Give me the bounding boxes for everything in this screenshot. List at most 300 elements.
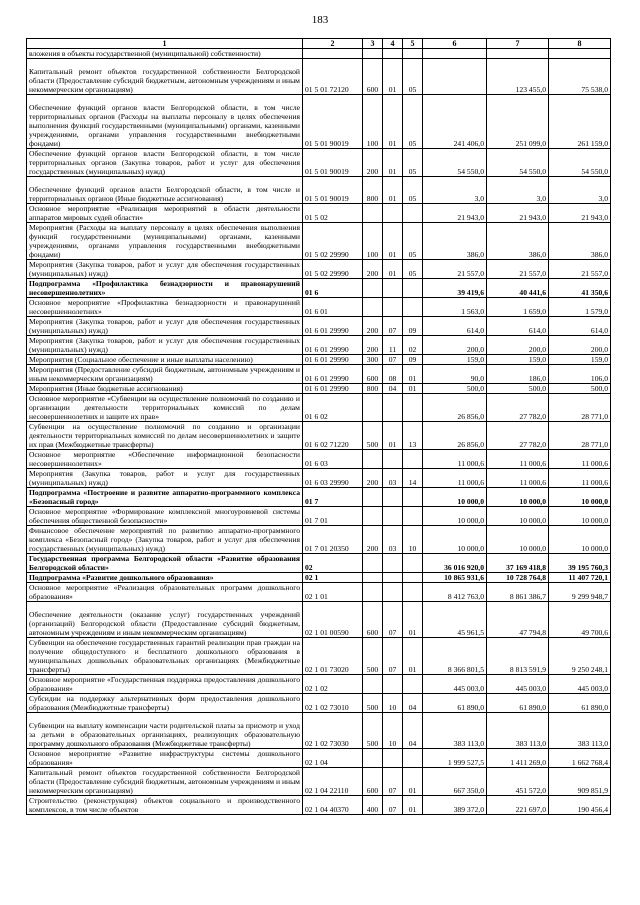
row-section: 01 bbox=[383, 260, 403, 279]
row-sum-year-1: 1 563,0 bbox=[423, 298, 487, 317]
header-col-3: 3 bbox=[363, 39, 383, 49]
row-code: 02 1 04 40370 bbox=[303, 796, 363, 815]
row-sum-year-3: 445 003,0 bbox=[549, 675, 611, 694]
row-section bbox=[383, 279, 403, 298]
row-expense-type bbox=[363, 507, 383, 526]
row-sum-year-3: 21 943,0 bbox=[549, 204, 611, 223]
row-subsection: 09 bbox=[403, 355, 423, 365]
row-expense-type: 200 bbox=[363, 317, 383, 336]
row-expense-type bbox=[363, 49, 383, 59]
row-sum-year-2: 21 557,0 bbox=[487, 260, 549, 279]
row-sum-year-2: 200,0 bbox=[487, 336, 549, 355]
row-section bbox=[383, 298, 403, 317]
row-name: Основное мероприятие «Реализация мероприятий в области деятельности аппаратов мировых судей области» bbox=[27, 204, 303, 223]
row-subsection: 09 bbox=[403, 317, 423, 336]
header-col-7: 7 bbox=[487, 39, 549, 49]
row-sum-year-1: 10 000,0 bbox=[423, 488, 487, 507]
row-section: 07 bbox=[383, 796, 403, 815]
row-sum-year-3: 21 557,0 bbox=[549, 260, 611, 279]
row-sum-year-2: 8 813 591,9 bbox=[487, 638, 549, 675]
row-code: 01 6 01 29990 bbox=[303, 365, 363, 384]
row-sum-year-3: 11 407 720,1 bbox=[549, 573, 611, 583]
row-section: 03 bbox=[383, 469, 403, 488]
row-sum-year-1: 1 999 527,5 bbox=[423, 749, 487, 768]
row-subsection bbox=[403, 583, 423, 602]
row-name: Основное мероприятие «Реализация образовательных программ дошкольного образования» bbox=[27, 583, 303, 602]
row-subsection bbox=[403, 394, 423, 422]
row-code: 01 6 01 bbox=[303, 298, 363, 317]
row-sum-year-1: 389 372,0 bbox=[423, 796, 487, 815]
row-name: Мероприятия (Социальное обеспечение и иные выплаты населению) bbox=[27, 355, 303, 365]
row-sum-year-2: 10 000,0 bbox=[487, 526, 549, 554]
row-expense-type bbox=[363, 488, 383, 507]
row-subsection: 05 bbox=[403, 149, 423, 177]
row-sum-year-1: 21 943,0 bbox=[423, 204, 487, 223]
row-section bbox=[383, 507, 403, 526]
row-name: Субвенции на обеспечение государственных гарантий реализации прав граждан на получение общедоступного и бесплатного дошкольного образования в муниципальных дошкольных образовательных организациях (Межбюджетные трансферты) bbox=[27, 638, 303, 675]
row-code: 01 6 02 71220 bbox=[303, 422, 363, 450]
row-sum-year-3: 75 538,0 bbox=[549, 59, 611, 95]
table-row bbox=[27, 749, 611, 768]
row-sum-year-1: 200,0 bbox=[423, 336, 487, 355]
row-sum-year-3 bbox=[549, 49, 611, 59]
row-sum-year-2: 383 113,0 bbox=[487, 713, 549, 749]
table-row bbox=[27, 204, 611, 223]
row-expense-type bbox=[363, 675, 383, 694]
row-subsection: 01 bbox=[403, 768, 423, 796]
row-sum-year-2: 10 000,0 bbox=[487, 507, 549, 526]
table-row bbox=[27, 583, 611, 602]
row-code bbox=[303, 49, 363, 59]
header-col-8: 8 bbox=[549, 39, 611, 49]
row-expense-type: 600 bbox=[363, 59, 383, 95]
row-name: вложения в объекты государственной (муниципальной) собственности) bbox=[27, 49, 303, 59]
row-code: 01 5 02 29990 bbox=[303, 223, 363, 260]
row-code: 01 6 01 29990 bbox=[303, 317, 363, 336]
row-expense-type: 200 bbox=[363, 260, 383, 279]
row-sum-year-2: 10 000,0 bbox=[487, 488, 549, 507]
table-row bbox=[27, 469, 611, 488]
row-sum-year-2: 11 000,6 bbox=[487, 469, 549, 488]
row-name: Мероприятия (Предоставление субсидий бюджетным, автономным учреждениям и иным некоммерческим организациям) bbox=[27, 365, 303, 384]
row-sum-year-2: 221 697,0 bbox=[487, 796, 549, 815]
row-expense-type: 100 bbox=[363, 95, 383, 149]
row-subsection: 05 bbox=[403, 59, 423, 95]
table-row bbox=[27, 384, 611, 394]
row-sum-year-3: 909 851,9 bbox=[549, 768, 611, 796]
header-col-4: 4 bbox=[383, 39, 403, 49]
row-name: Подпрограмма «Развитие дошкольного образования» bbox=[27, 573, 303, 583]
row-name: Основное мероприятие «Профилактика безнадзорности и правонарушений несовершеннолетних» bbox=[27, 298, 303, 317]
row-section: 08 bbox=[383, 365, 403, 384]
row-code: 01 5 01 90019 bbox=[303, 149, 363, 177]
row-sum-year-2: 159,0 bbox=[487, 355, 549, 365]
table-header-row bbox=[27, 39, 611, 49]
row-code: 02 1 02 73030 bbox=[303, 713, 363, 749]
row-expense-type bbox=[363, 279, 383, 298]
row-section bbox=[383, 573, 403, 583]
row-section: 03 bbox=[383, 526, 403, 554]
table-row bbox=[27, 59, 611, 95]
row-sum-year-3: 28 771,0 bbox=[549, 422, 611, 450]
row-sum-year-3: 10 000,0 bbox=[549, 488, 611, 507]
row-sum-year-3: 11 000,6 bbox=[549, 469, 611, 488]
row-expense-type bbox=[363, 573, 383, 583]
row-code: 01 6 03 29990 bbox=[303, 469, 363, 488]
row-subsection bbox=[403, 49, 423, 59]
row-sum-year-1: 241 406,0 bbox=[423, 95, 487, 149]
row-name: Основное мероприятие «Обеспечение информационной безопасности несовершеннолетних» bbox=[27, 450, 303, 469]
row-name: Мероприятия (Закупка товаров, работ и услуг для государственных (муниципальных) нужд) bbox=[27, 469, 303, 488]
row-name: Капитальный ремонт объектов государственной собственности Белгородской области (Предоставление субсидий бюджетным, автономным учреждениям и иным некоммерческим организациям) bbox=[27, 59, 303, 95]
row-subsection bbox=[403, 450, 423, 469]
table-row bbox=[27, 279, 611, 298]
row-sum-year-3: 3,0 bbox=[549, 177, 611, 204]
table-row bbox=[27, 95, 611, 149]
row-sum-year-1 bbox=[423, 59, 487, 95]
table-row bbox=[27, 602, 611, 638]
table-row bbox=[27, 336, 611, 355]
row-sum-year-1: 386,0 bbox=[423, 223, 487, 260]
row-section bbox=[383, 749, 403, 768]
row-subsection: 01 bbox=[403, 638, 423, 675]
table-row bbox=[27, 488, 611, 507]
row-sum-year-1: 90,0 bbox=[423, 365, 487, 384]
row-sum-year-2: 8 861 386,7 bbox=[487, 583, 549, 602]
row-sum-year-2: 386,0 bbox=[487, 223, 549, 260]
row-subsection: 05 bbox=[403, 260, 423, 279]
row-expense-type: 200 bbox=[363, 469, 383, 488]
row-code: 01 5 02 bbox=[303, 204, 363, 223]
row-name: Строительство (реконструкция) объектов социального и производственного комплексов, в том числе объектов bbox=[27, 796, 303, 815]
row-sum-year-1: 45 961,5 bbox=[423, 602, 487, 638]
row-section bbox=[383, 394, 403, 422]
row-sum-year-1: 11 000,6 bbox=[423, 450, 487, 469]
row-sum-year-3: 106,0 bbox=[549, 365, 611, 384]
row-sum-year-3: 261 159,0 bbox=[549, 95, 611, 149]
row-code: 01 7 01 20350 bbox=[303, 526, 363, 554]
row-expense-type: 600 bbox=[363, 768, 383, 796]
row-sum-year-3: 9 250 248,1 bbox=[549, 638, 611, 675]
row-name: Субвенции на выплату компенсации части родительской платы за присмотр и уход за детьми в образовательных организациях, реализующих образовательную программу дошкольного образования (Межбюджетные трансферты) bbox=[27, 713, 303, 749]
row-section: 04 bbox=[383, 384, 403, 394]
row-subsection bbox=[403, 675, 423, 694]
row-name: Основное мероприятие «Формирование комплексной многоуровневой системы обеспечения общественной безопасности» bbox=[27, 507, 303, 526]
row-code: 01 6 01 29990 bbox=[303, 355, 363, 365]
row-subsection bbox=[403, 204, 423, 223]
row-name: Субвенции на осуществление полномочий по созданию и организации деятельности территориальных комиссий по делам несовершеннолетних и защите их прав (Межбюджетные трансферты) bbox=[27, 422, 303, 450]
row-sum-year-2: 451 572,0 bbox=[487, 768, 549, 796]
header-col-5: 5 bbox=[403, 39, 423, 49]
row-expense-type bbox=[363, 749, 383, 768]
row-sum-year-2: 1 411 269,0 bbox=[487, 749, 549, 768]
row-section: 01 bbox=[383, 223, 403, 260]
row-subsection: 02 bbox=[403, 336, 423, 355]
row-sum-year-3: 500,0 bbox=[549, 384, 611, 394]
row-sum-year-2: 11 000,6 bbox=[487, 450, 549, 469]
row-section: 10 bbox=[383, 694, 403, 713]
row-section: 01 bbox=[383, 59, 403, 95]
row-sum-year-1: 26 856,0 bbox=[423, 394, 487, 422]
row-expense-type: 200 bbox=[363, 336, 383, 355]
row-name: Субсидии на поддержку альтернативных форм предоставления дошкольного образования (Межбюджетные трансферты) bbox=[27, 694, 303, 713]
row-name: Основное мероприятие «Государственная поддержка предоставления дошкольного образования» bbox=[27, 675, 303, 694]
header-col-2: 2 bbox=[303, 39, 363, 49]
row-sum-year-3: 9 299 948,7 bbox=[549, 583, 611, 602]
table-row bbox=[27, 298, 611, 317]
row-code: 01 7 01 bbox=[303, 507, 363, 526]
header-col-6: 6 bbox=[423, 39, 487, 49]
row-name: Мероприятия (Закупка товаров, работ и услуг для обеспечения государственных (муниципальных) нужд) bbox=[27, 336, 303, 355]
row-name: Мероприятия (Расходы на выплату персоналу в целях обеспечения выполнения функций государственными (муниципальными) органами, казенными учреждениями, органами управления государственными внебюджетными фондами) bbox=[27, 223, 303, 260]
row-expense-type: 200 bbox=[363, 149, 383, 177]
table-row bbox=[27, 638, 611, 675]
row-expense-type: 400 bbox=[363, 796, 383, 815]
row-code: 02 1 01 bbox=[303, 583, 363, 602]
row-section: 11 bbox=[383, 336, 403, 355]
page-number: 183 bbox=[311, 14, 329, 26]
table-row bbox=[27, 223, 611, 260]
row-sum-year-3: 41 350,6 bbox=[549, 279, 611, 298]
row-section: 07 bbox=[383, 355, 403, 365]
row-expense-type: 800 bbox=[363, 177, 383, 204]
row-sum-year-2: 61 890,0 bbox=[487, 694, 549, 713]
table-body bbox=[27, 49, 611, 815]
row-sum-year-2: 500,0 bbox=[487, 384, 549, 394]
table-row bbox=[27, 149, 611, 177]
row-code: 01 5 01 90019 bbox=[303, 177, 363, 204]
row-subsection bbox=[403, 749, 423, 768]
row-sum-year-2: 1 659,0 bbox=[487, 298, 549, 317]
table-row bbox=[27, 507, 611, 526]
row-sum-year-1: 10 000,0 bbox=[423, 507, 487, 526]
row-code: 02 1 bbox=[303, 573, 363, 583]
row-sum-year-1: 445 003,0 bbox=[423, 675, 487, 694]
row-sum-year-2: 251 099,0 bbox=[487, 95, 549, 149]
row-sum-year-1: 500,0 bbox=[423, 384, 487, 394]
row-sum-year-2: 445 003,0 bbox=[487, 675, 549, 694]
row-sum-year-1: 36 016 920,0 bbox=[423, 554, 487, 573]
row-name: Обеспечение функций органов власти Белгородской области, в том числе территориальных органов (Расходы на выплаты персоналу в целях обеспечения выполнения функций государственными (муниципальными) органами, казенными учреждениями, органами управления государственными внебюджетными фондами) bbox=[27, 95, 303, 149]
row-expense-type bbox=[363, 204, 383, 223]
row-code: 02 1 01 00590 bbox=[303, 602, 363, 638]
row-sum-year-1: 383 113,0 bbox=[423, 713, 487, 749]
row-sum-year-3: 49 700,6 bbox=[549, 602, 611, 638]
row-sum-year-1: 39 419,6 bbox=[423, 279, 487, 298]
row-sum-year-2: 614,0 bbox=[487, 317, 549, 336]
row-expense-type: 500 bbox=[363, 638, 383, 675]
row-sum-year-1: 8 412 763,0 bbox=[423, 583, 487, 602]
row-sum-year-1: 667 350,0 bbox=[423, 768, 487, 796]
row-code: 02 1 01 73020 bbox=[303, 638, 363, 675]
row-code: 01 6 02 bbox=[303, 394, 363, 422]
row-section: 10 bbox=[383, 713, 403, 749]
row-subsection bbox=[403, 298, 423, 317]
row-section: 01 bbox=[383, 422, 403, 450]
row-subsection: 01 bbox=[403, 384, 423, 394]
row-expense-type bbox=[363, 394, 383, 422]
row-sum-year-3: 200,0 bbox=[549, 336, 611, 355]
row-name: Мероприятия (Иные бюджетные ассигнования) bbox=[27, 384, 303, 394]
table-row bbox=[27, 526, 611, 554]
row-sum-year-3: 386,0 bbox=[549, 223, 611, 260]
row-section: 07 bbox=[383, 638, 403, 675]
row-name: Мероприятия (Закупка товаров, работ и услуг для обеспечения государственных (муниципальных) нужд) bbox=[27, 260, 303, 279]
row-sum-year-2: 27 782,0 bbox=[487, 422, 549, 450]
table-row bbox=[27, 675, 611, 694]
row-sum-year-3: 159,0 bbox=[549, 355, 611, 365]
row-code: 01 5 01 90019 bbox=[303, 95, 363, 149]
row-sum-year-1: 159,0 bbox=[423, 355, 487, 365]
row-subsection: 05 bbox=[403, 177, 423, 204]
row-section: 07 bbox=[383, 317, 403, 336]
row-expense-type bbox=[363, 450, 383, 469]
row-name: Основное мероприятие «Развитие инфраструктуры системы дошкольного образования» bbox=[27, 749, 303, 768]
row-code: 01 5 02 29990 bbox=[303, 260, 363, 279]
row-subsection: 04 bbox=[403, 694, 423, 713]
row-subsection bbox=[403, 279, 423, 298]
row-sum-year-3: 54 550,0 bbox=[549, 149, 611, 177]
row-section: 01 bbox=[383, 95, 403, 149]
row-expense-type: 600 bbox=[363, 365, 383, 384]
row-expense-type: 800 bbox=[363, 384, 383, 394]
header-col-1: 1 bbox=[27, 39, 303, 49]
row-code: 01 5 01 72120 bbox=[303, 59, 363, 95]
row-sum-year-1: 10 865 931,6 bbox=[423, 573, 487, 583]
table-row bbox=[27, 713, 611, 749]
row-sum-year-2: 37 169 418,8 bbox=[487, 554, 549, 573]
row-sum-year-3: 383 113,0 bbox=[549, 713, 611, 749]
row-sum-year-2: 10 728 764,8 bbox=[487, 573, 549, 583]
row-code: 01 7 bbox=[303, 488, 363, 507]
table-row bbox=[27, 450, 611, 469]
row-subsection: 14 bbox=[403, 469, 423, 488]
row-sum-year-1: 614,0 bbox=[423, 317, 487, 336]
row-code: 02 1 02 bbox=[303, 675, 363, 694]
row-sum-year-1: 26 856,0 bbox=[423, 422, 487, 450]
row-sum-year-3: 1 662 768,4 bbox=[549, 749, 611, 768]
row-name: Подпрограмма «Профилактика безнадзорности и правонарушений несовершеннолетних» bbox=[27, 279, 303, 298]
table-row bbox=[27, 317, 611, 336]
row-code: 02 bbox=[303, 554, 363, 573]
table-row bbox=[27, 260, 611, 279]
row-code: 02 1 02 73010 bbox=[303, 694, 363, 713]
row-section bbox=[383, 554, 403, 573]
row-section bbox=[383, 488, 403, 507]
row-sum-year-2 bbox=[487, 49, 549, 59]
table-row bbox=[27, 554, 611, 573]
row-sum-year-2: 3,0 bbox=[487, 177, 549, 204]
row-sum-year-2: 186,0 bbox=[487, 365, 549, 384]
row-section: 01 bbox=[383, 149, 403, 177]
table-row bbox=[27, 796, 611, 815]
row-sum-year-1: 3,0 bbox=[423, 177, 487, 204]
table-row bbox=[27, 694, 611, 713]
row-expense-type bbox=[363, 583, 383, 602]
row-code: 01 6 01 29990 bbox=[303, 336, 363, 355]
row-name: Капитальный ремонт объектов государственной собственности Белгородской области (Предоставление субсидий бюджетным, автономным учреждениям и иным некоммерческим организациям) bbox=[27, 768, 303, 796]
row-sum-year-2: 123 455,0 bbox=[487, 59, 549, 95]
table-row bbox=[27, 355, 611, 365]
row-sum-year-1: 61 890,0 bbox=[423, 694, 487, 713]
row-expense-type: 100 bbox=[363, 223, 383, 260]
row-name: Финансовое обеспечение мероприятий по развитию аппаратно-программного комплекса «Безопасный город» (Закупка товаров, работ и услуг для обеспечения государственных (муниципальных) нужд) bbox=[27, 526, 303, 554]
row-subsection bbox=[403, 554, 423, 573]
row-sum-year-3: 190 456,4 bbox=[549, 796, 611, 815]
row-sum-year-1: 21 557,0 bbox=[423, 260, 487, 279]
row-sum-year-2: 47 794,8 bbox=[487, 602, 549, 638]
row-section bbox=[383, 204, 403, 223]
row-code: 01 6 01 29990 bbox=[303, 384, 363, 394]
row-sum-year-3: 1 579,0 bbox=[549, 298, 611, 317]
row-name: Государственная программа Белгородской области «Развитие образования Белгородской области» bbox=[27, 554, 303, 573]
row-sum-year-2: 27 782,0 bbox=[487, 394, 549, 422]
row-sum-year-2: 54 550,0 bbox=[487, 149, 549, 177]
row-sum-year-2: 21 943,0 bbox=[487, 204, 549, 223]
row-expense-type bbox=[363, 298, 383, 317]
row-section: 07 bbox=[383, 768, 403, 796]
row-section bbox=[383, 583, 403, 602]
table-row bbox=[27, 768, 611, 796]
table-row bbox=[27, 177, 611, 204]
row-name: Обеспечение функций органов власти Белгородской области, в том числе и территориальных органов (Иные бюджетные ассигнования) bbox=[27, 177, 303, 204]
row-subsection bbox=[403, 573, 423, 583]
row-sum-year-3: 28 771,0 bbox=[549, 394, 611, 422]
row-subsection: 04 bbox=[403, 713, 423, 749]
row-sum-year-3: 11 000,6 bbox=[549, 450, 611, 469]
table-row bbox=[27, 394, 611, 422]
table-row bbox=[27, 365, 611, 384]
row-sum-year-3: 614,0 bbox=[549, 317, 611, 336]
row-subsection: 05 bbox=[403, 95, 423, 149]
row-section bbox=[383, 675, 403, 694]
row-subsection: 01 bbox=[403, 796, 423, 815]
row-code: 01 6 bbox=[303, 279, 363, 298]
row-sum-year-3: 61 890,0 bbox=[549, 694, 611, 713]
row-expense-type: 500 bbox=[363, 422, 383, 450]
row-sum-year-1: 10 000,0 bbox=[423, 526, 487, 554]
row-expense-type: 500 bbox=[363, 694, 383, 713]
row-section: 01 bbox=[383, 177, 403, 204]
row-sum-year-1 bbox=[423, 49, 487, 59]
row-sum-year-3: 10 000,0 bbox=[549, 526, 611, 554]
table-row bbox=[27, 573, 611, 583]
row-expense-type: 300 bbox=[363, 355, 383, 365]
row-subsection: 13 bbox=[403, 422, 423, 450]
row-sum-year-3: 10 000,0 bbox=[549, 507, 611, 526]
table-row bbox=[27, 422, 611, 450]
row-name: Подпрограмма «Построение и развитие аппаратно-программного комплекса «Безопасный город» bbox=[27, 488, 303, 507]
budget-table bbox=[26, 38, 611, 815]
row-code: 02 1 04 22110 bbox=[303, 768, 363, 796]
row-sum-year-1: 11 000,6 bbox=[423, 469, 487, 488]
row-expense-type bbox=[363, 554, 383, 573]
row-expense-type: 500 bbox=[363, 713, 383, 749]
row-sum-year-1: 8 366 801,5 bbox=[423, 638, 487, 675]
row-subsection bbox=[403, 507, 423, 526]
row-subsection: 05 bbox=[403, 223, 423, 260]
row-sum-year-1: 54 550,0 bbox=[423, 149, 487, 177]
row-name: Мероприятия (Закупка товаров, работ и услуг для обеспечения государственных (муниципальных) нужд) bbox=[27, 317, 303, 336]
row-expense-type: 200 bbox=[363, 526, 383, 554]
row-code: 02 1 04 bbox=[303, 749, 363, 768]
row-name: Основное мероприятие «Субвенции на осуществление полномочий по созданию и организации деятельности территориальных комиссий по делам несовершеннолетних и защите их прав» bbox=[27, 394, 303, 422]
row-subsection: 01 bbox=[403, 602, 423, 638]
row-section bbox=[383, 450, 403, 469]
table-row bbox=[27, 49, 611, 59]
row-subsection: 01 bbox=[403, 365, 423, 384]
row-code: 01 6 03 bbox=[303, 450, 363, 469]
